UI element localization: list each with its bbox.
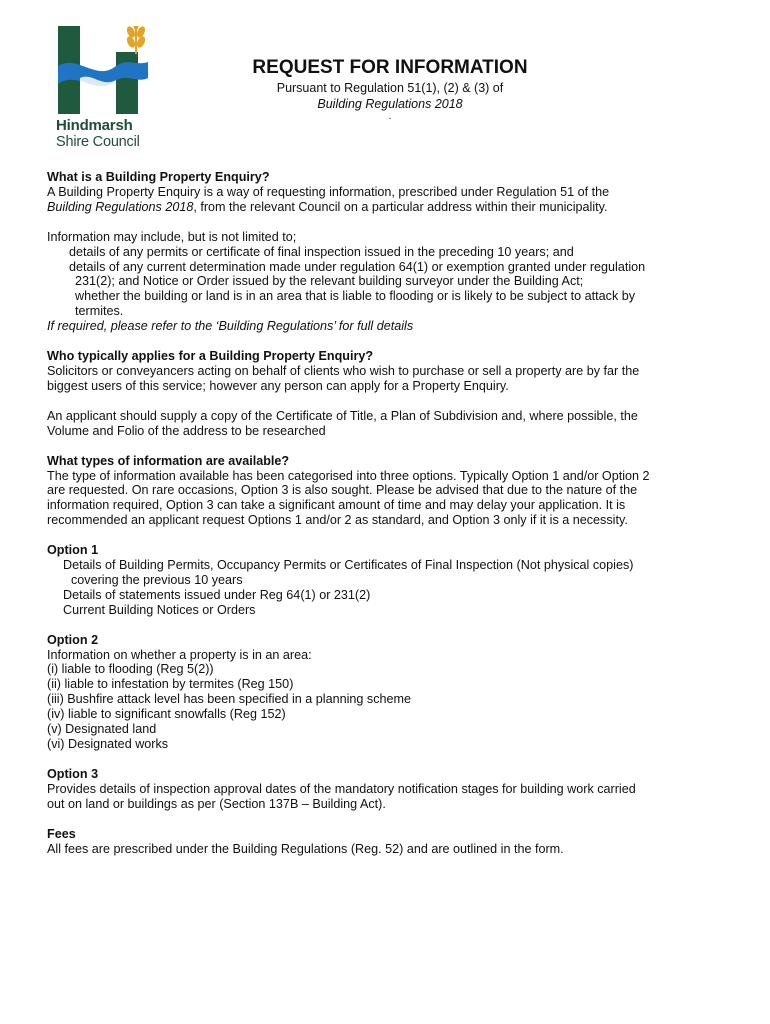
section-heading: Who typically applies for a Building Property Enquiry? bbox=[47, 349, 374, 364]
paragraph: information required, Option 3 can take a significant amount of time and may delay your application. It is bbox=[47, 498, 626, 513]
paragraph: biggest users of this service; however any person can apply for a Property Enquiry. bbox=[47, 378, 509, 393]
paragraph: All fees are prescribed under the Building Regulations (Reg. 52) and are outlined in the form. bbox=[47, 841, 564, 856]
paragraph: are requested. On rare occasions, Option 3 is also sought. Please be advised that due to the nature of the bbox=[47, 483, 638, 498]
paragraph: An applicant should supply a copy of the Certificate of Title, a Plan of Subdivision and, where possible, the bbox=[47, 408, 638, 423]
list-item: Details of Building Permits, Occupancy Permits or Certificates of Final Inspection (Not physical copies) bbox=[63, 558, 634, 573]
text-span: A Building Property Enquiry is a way of requesting information, prescribed under Regulation 51 of the bbox=[47, 184, 610, 199]
list-item-continued: termites. bbox=[75, 304, 124, 319]
list-item: whether the building or land is in an area that is liable to flooding or is likely to be subject to attack by bbox=[75, 289, 636, 304]
option-heading: Option 3 bbox=[47, 766, 99, 781]
document-header bbox=[200, 56, 580, 122]
header-dot: . bbox=[388, 111, 392, 122]
list-item: Details of statements issued under Reg 64(1) or 231(2) bbox=[63, 587, 371, 602]
text-span: , from the relevant Council on a particular address within their municipality. bbox=[193, 199, 608, 214]
logo-name: Hindmarsh bbox=[56, 117, 133, 134]
page-title: REQUEST FOR INFORMATION bbox=[252, 57, 528, 78]
list-item: (ii) liable to infestation by termites (Reg 150) bbox=[47, 677, 294, 692]
list-item: (v) Designated land bbox=[47, 722, 157, 737]
note: If required, please refer to the ‘Building Regulations’ for full details bbox=[47, 319, 414, 334]
list-item-continued: covering the previous 10 years bbox=[71, 572, 243, 587]
italic-span: Building Regulations 2018 bbox=[47, 199, 194, 214]
paragraph: out on land or buildings as per (Section 137B – Building Act). bbox=[47, 796, 386, 811]
list-item: (iii) Bushfire attack level has been specified in a planning scheme bbox=[47, 692, 412, 707]
paragraph: Solicitors or conveyancers acting on behalf of clients who wish to purchase or sell a property are by far the bbox=[47, 363, 640, 378]
list-item: details of any permits or certificate of final inspection issued in the preceding 10 years; and bbox=[69, 244, 574, 259]
list-item: Current Building Notices or Orders bbox=[63, 602, 256, 617]
hindmarsh-logo-icon bbox=[56, 26, 148, 116]
list-item: (i) liable to flooding (Reg 5(2)) bbox=[47, 662, 214, 677]
paragraph: The type of information available has been categorised into three options. Typically Option 1 and/or Option 2 bbox=[47, 468, 650, 483]
section-heading: What types of information are available? bbox=[47, 453, 290, 468]
paragraph: Information may include, but is not limited to; bbox=[47, 229, 297, 244]
paragraph: Provides details of inspection approval dates of the mandatory notification stages for building work carried bbox=[47, 781, 636, 796]
page-subtitle: Pursuant to Regulation 51(1), (2) & (3) of bbox=[276, 81, 504, 95]
list-item: (iv) liable to significant snowfalls (Reg 152) bbox=[47, 707, 286, 722]
paragraph: Volume and Folio of the address to be researched bbox=[47, 423, 326, 438]
list-item: (vi) Designated works bbox=[47, 737, 169, 751]
page-subtitle-regulations: Building Regulations 2018 bbox=[317, 97, 463, 111]
logo-subtitle: Shire Council bbox=[56, 134, 140, 150]
list-item: details of any current determination made under regulation 64(1) or exemption granted under regulation bbox=[69, 259, 646, 274]
paragraph: Information on whether a property is in an area: bbox=[47, 647, 312, 662]
paragraph bbox=[47, 185, 727, 200]
paragraph bbox=[47, 200, 727, 215]
list-item-continued: 231(2); and Notice or Order issued by the relevant building surveyor under the Building Act; bbox=[75, 274, 584, 289]
section-heading: What is a Building Property Enquiry? bbox=[47, 170, 270, 184]
option-heading: Option 2 bbox=[47, 632, 99, 647]
council-logo bbox=[56, 26, 156, 150]
document-body bbox=[47, 170, 727, 856]
section-heading: Fees bbox=[47, 826, 76, 841]
paragraph: recommended an applicant request Options 1 and/or 2 as standard, and Option 3 only if it is a necessity. bbox=[47, 513, 628, 528]
option-heading: Option 1 bbox=[47, 543, 99, 558]
